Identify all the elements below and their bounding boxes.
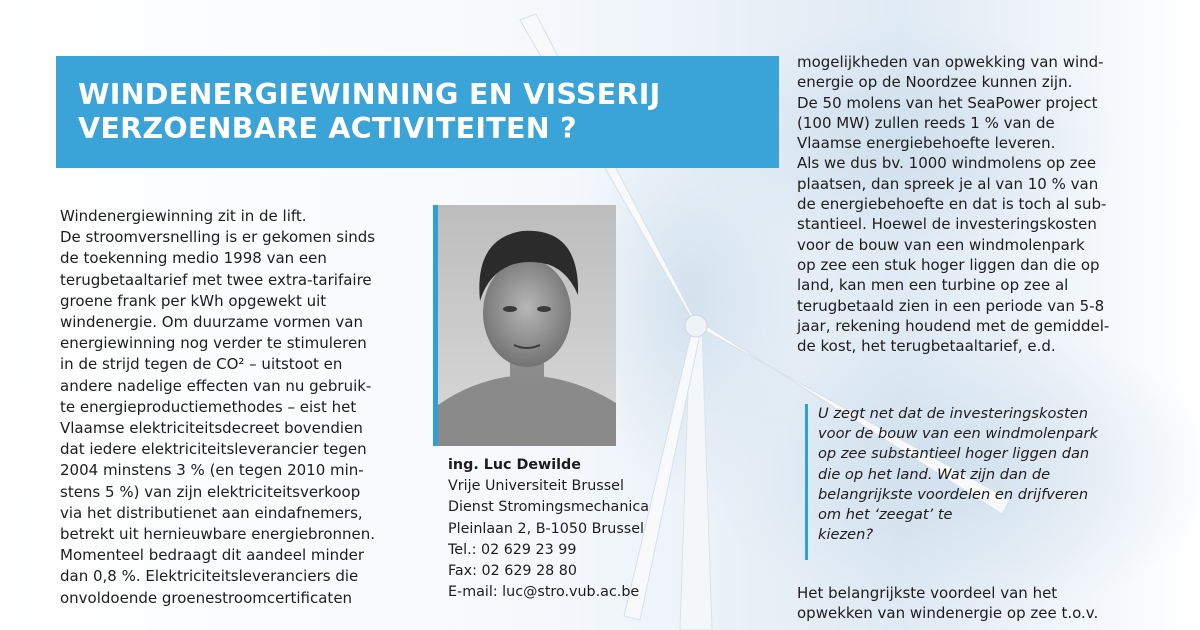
article-title (56, 56, 779, 146)
text-line: energie op de Noordzee kunnen zijn. (797, 73, 1073, 92)
text-line: energiewinning nog verder te stimuleren (60, 334, 367, 353)
text-line: Het belangrijkste voordeel van het (797, 584, 1058, 602)
text-line: dan 0,8 %. Elektriciteitsleveranciers die (60, 567, 359, 586)
text-line: te energieproductiemethodes – eist het (60, 397, 357, 416)
question-line: die op het land. Wat zijn dan de (818, 465, 1051, 483)
text-line: de toekenning medio 1998 van een (60, 249, 327, 268)
text-line: op zee een stuk hoger liggen dan die op (797, 255, 1100, 274)
caption-line: E-mail: luc@stro.vub.ac.be (448, 584, 640, 601)
text-line: onvoldoende groenestroomcertificaten (60, 588, 353, 607)
text-line: (100 MW) zullen reeds 1 % van de (797, 113, 1055, 132)
text-line: 2004 minstens 3 % (en tegen 2010 min- (60, 461, 364, 480)
text-line: Vlaamse energiebehoefte leveren. (797, 134, 1056, 153)
text-line: in de strijd tegen de CO² – uitstoot en (60, 355, 343, 374)
question-line: op zee substantieel hoger liggen dan (818, 445, 1090, 463)
text-line: voor de bouw van een windmolenpark (797, 235, 1085, 254)
text-line: land, kan men een turbine op zee al (797, 276, 1069, 295)
body-paragraph (60, 206, 415, 609)
text-line: de energiebehoefte en dat is toch al sub- (797, 195, 1107, 214)
caption-line: Tel.: 02 629 23 99 (448, 541, 577, 558)
caption-line: Pleinlaan 2, B-1050 Brussel (448, 520, 645, 537)
text-line: jaar, rekening houdend met de gemiddel- (797, 316, 1110, 335)
text-line: betrekt uit hernieuwbare energiebronnen. (60, 525, 376, 544)
text-line: windenergie. Om duurzame vormen van (60, 313, 363, 332)
text-line: De stroomversnelling is er gekomen sinds (60, 228, 376, 247)
right-text-column-continued (797, 583, 1187, 623)
text-line: stantieel. Hoewel de investeringskosten (797, 215, 1097, 234)
text-line: plaatsen, dan spreek je al van 10 % van (797, 174, 1099, 193)
title-banner (56, 56, 779, 168)
text-line: via het distributienet aan eindafnemers, (60, 503, 363, 522)
text-line: stens 5 %) van zijn elektriciteitsverkoop (60, 482, 361, 501)
text-line: de kost, het terugbetaaltarief, e.d. (797, 337, 1056, 356)
text-line: Als we dus bv. 1000 windmolens op zee (797, 154, 1097, 173)
text-line: groene frank per kWh opgewekt uit (60, 291, 327, 310)
text-line: andere nadelige effecten van nu gebruik- (60, 376, 372, 395)
text-line: Windenergiewinning zit in de lift. (60, 207, 307, 225)
text-line: Vlaamse elektriciteitsdecreet bovendien (60, 419, 363, 438)
author-photo (433, 205, 616, 446)
right-text-column (797, 52, 1187, 356)
caption-line: Dienst Stromingsmechanica (448, 499, 649, 516)
author-caption (448, 455, 708, 603)
question-line: voor de bouw van een windmolenpark (818, 425, 1098, 443)
title-line: VERZOENBARE ACTIVITEITEN ? (78, 112, 578, 145)
title-line: WINDENERGIEWINNING EN VISSERIJ (78, 78, 661, 111)
author-name: ing. Luc Dewilde (448, 457, 581, 473)
caption-line: Vrije Universiteit Brussel (448, 478, 624, 495)
text-line: De 50 molens van het SeaPower project (797, 93, 1098, 112)
body-paragraph (797, 52, 1187, 356)
text-line: terugbetaald zien in een periode van 5-8 (797, 296, 1105, 315)
interview-question (805, 404, 1188, 560)
question-line: kiezen? (818, 526, 874, 544)
text-line: opwekken van windenergie op zee t.o.v. (797, 604, 1099, 622)
left-text-column (60, 206, 415, 609)
text-line: dat iedere elektriciteitsleverancier tegen (60, 440, 367, 459)
body-paragraph (797, 583, 1187, 623)
question-line: U zegt net dat de investeringskosten (818, 405, 1088, 422)
caption-line: Fax: 02 629 28 80 (448, 563, 577, 580)
question-line: belangrijkste voordelen en drijfveren (818, 485, 1089, 503)
question-line: om het ‘zeegat’ te (818, 506, 953, 524)
text-line: terugbetaaltarief met twee extra-tarifaire (60, 270, 372, 289)
portrait-image (438, 205, 616, 446)
text-line: mogelijkheden van opwekking van wind- (797, 53, 1104, 71)
text-line: Momenteel bedraagt dit aandeel minder (60, 546, 365, 565)
